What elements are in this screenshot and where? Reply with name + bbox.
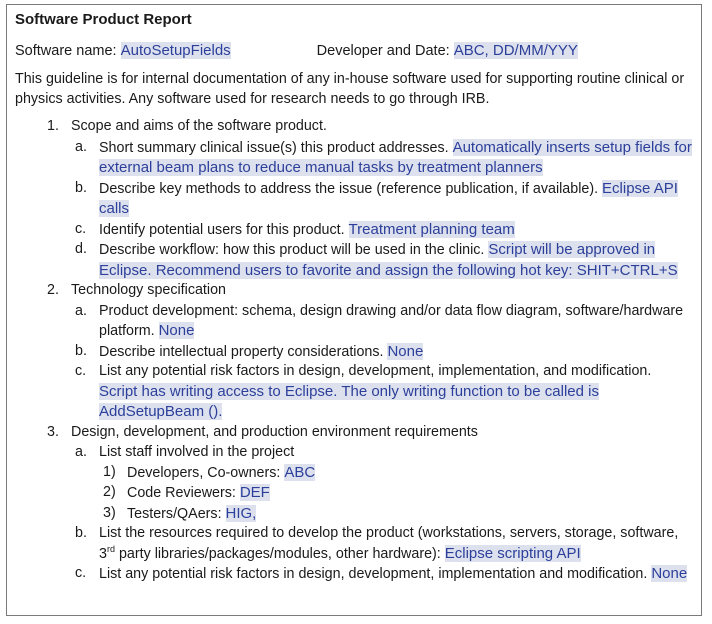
question-text: List any potential risk factors in design, development, implementation, and modification. [99,363,652,379]
subsection-3b [71,524,693,564]
item-letter: c. [75,220,87,237]
question-text-before: List the resources required to develop the product (workstations, servers, storage, software, 3 [99,525,679,562]
staff-item-reviewers [99,483,693,504]
answer-text: Automatically inserts setup fields for external beam plans to reduce manual tasks by treatment planners [99,138,692,176]
section-3 [15,423,693,585]
report-title: Software Product Report [15,11,192,28]
staff-item-testers [99,504,693,525]
answer-text: None [651,565,688,582]
staff-value: DEF [239,484,270,501]
staff-list [99,463,693,525]
section-number: 1. [47,118,59,134]
item-letter: c. [75,363,87,379]
ordinal-superscript: rd [106,543,115,554]
question-text: Describe workflow: how this product will be used in the clinic. [99,242,489,258]
item-number: 3) [103,504,116,521]
answer-text: None [158,322,195,339]
subsection-3c [71,564,693,585]
section-heading: Design, development, and production environment requirements [71,423,478,440]
subsection-1d [71,240,693,281]
subsection-list [71,302,693,423]
section-list [15,117,693,585]
item-letter: d. [75,241,87,257]
answer-text: Treatment planning team [348,220,515,238]
item-letter: b. [75,179,87,196]
question-text: Product development: schema, design drawing and/or data flow diagram, software/hardware platform. [99,302,684,339]
answer-text: None [387,342,424,360]
item-letter: a. [75,302,87,319]
section-1 [15,117,693,281]
subsection-2c [71,362,693,423]
subsection-list [71,443,693,585]
item-letter: a. [75,138,87,155]
question-text: Identify potential users for this product. [99,221,349,238]
section-2 [15,281,693,423]
question-text: List any potential risk factors in design, development, implementation and modification. [99,566,652,582]
staff-label: Developers, Co-owners: [127,464,285,481]
answer-text: Eclipse API calls [99,179,678,217]
answer-text: Eclipse scripting API [444,544,581,562]
subsection-list [71,138,693,282]
subsection-1c [71,220,693,241]
subsection-2a [71,302,693,342]
section-heading: Technology specification [71,282,226,298]
software-name-group [15,42,231,59]
item-number: 1) [103,463,116,480]
developer-value: ABC, DD/MM/YYY [453,42,578,59]
staff-value: ABC [284,463,316,481]
subsection-3a [71,443,693,524]
staff-label: Testers/QAers: [127,505,226,522]
section-number: 3. [47,423,59,440]
developer-label: Developer and Date: [316,43,450,59]
software-name-label: Software name: [15,43,117,59]
section-number: 2. [47,282,59,298]
item-letter: b. [75,525,87,541]
question-text: Describe intellectual property considerations. [99,343,388,360]
subsection-1b [71,179,693,220]
staff-label: Code Reviewers: [127,485,240,501]
item-letter: b. [75,342,87,359]
question-text: Short summary clinical issue(s) this product addresses. [99,139,453,156]
item-number: 2) [103,484,116,500]
question-text: List staff involved in the project [99,444,295,460]
subsection-1a [71,138,693,179]
developer-group [317,42,578,59]
item-letter: c. [75,565,87,581]
answer-text: Script has writing access to Eclipse. The only writing function to be called is AddSetupBeam (). [99,382,599,420]
question-text: Describe key methods to address the issue (reference publication, if available). [99,180,603,197]
staff-value: HIG, [225,504,257,522]
staff-item-developers [99,463,693,484]
report-page [6,4,702,616]
software-name-value: AutoSetupFields [120,42,231,59]
intro-paragraph: This guideline is for internal documentation of any in-house software used for supporting routine clinical or physics activities. Any software used for research needs to go through IRB. [15,71,685,107]
question-text-after: party libraries/packages/modules, other hardware): [114,545,445,562]
section-heading: Scope and aims of the software product. [71,118,327,134]
item-letter: a. [75,444,87,460]
answer-text: Script will be approved in Eclipse. Recommend users to favorite and assign the following hot key: SHIT+CTRL+S [99,241,678,279]
subsection-2b [71,342,693,363]
meta-row [15,42,693,59]
